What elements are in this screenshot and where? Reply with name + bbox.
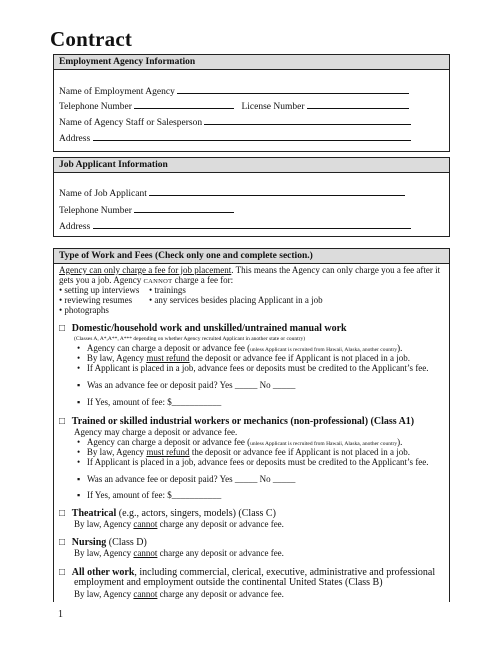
trained-sub: Agency may charge a deposit or advance fee. (74, 427, 238, 437)
work-fees-header: Type of Work and Fees (Check only one and complete section.) (54, 249, 449, 264)
trained-b2u: must refund (146, 447, 190, 457)
trained-b1b: ). (397, 437, 403, 447)
applicant-address-row (59, 220, 411, 232)
work-intro-line1 (59, 265, 440, 276)
nursing-title: Nursing (71, 537, 107, 548)
trained-checkbox[interactable]: □ (59, 416, 66, 427)
trained-row (59, 416, 414, 428)
fee-item: • trainings (149, 285, 186, 295)
fee-item: • setting up interviews (59, 285, 140, 295)
nursing-line-a: By law, Agency (74, 548, 134, 558)
nursing-checkbox[interactable]: □ (59, 537, 66, 548)
agency-license-field[interactable] (307, 100, 409, 109)
fee-item: • any services besides placing Applicant in a job (149, 295, 323, 305)
applicant-info-header: Job Applicant Information (54, 158, 449, 173)
work-intro-line2b: charge a fee for: (172, 275, 234, 285)
work-fees-section (53, 248, 450, 602)
nursing-title-rest: (Class D) (106, 537, 147, 548)
theatrical-title: Theatrical (71, 508, 117, 519)
domestic-b1b: ). (397, 343, 403, 353)
trained-title: Trained or skilled industrial workers or mechanics (non-professional) (Class A1) (71, 416, 415, 427)
trained-b2a: By law, Agency (86, 447, 147, 457)
domestic-question-1: ▪ Was an advance fee or deposit paid? Yes _____ No _____ (77, 380, 296, 390)
domestic-q2[interactable]: If Yes, amount of fee: $___________ (86, 397, 222, 407)
agency-address-row (59, 132, 411, 144)
other-checkbox[interactable]: □ (59, 567, 66, 578)
domestic-b2a: By law, Agency (86, 353, 147, 363)
agency-phone-field[interactable] (134, 100, 234, 109)
nursing-line-u: cannot (133, 548, 158, 558)
other-line-a: By law, Agency (74, 589, 134, 599)
domestic-bullet-1: • Agency can charge a deposit or advance fee (unless Applicant is recruited from Hawaii, Alaska, another country). (77, 343, 403, 353)
agency-name-row (59, 85, 409, 97)
agency-staff-field[interactable] (204, 116, 411, 125)
agency-info-section (53, 54, 450, 152)
fee-item: • reviewing resumes (59, 295, 133, 305)
domestic-b3: If Applicant is placed in a job, advance fees or deposits must be credited to the Applicant’s fee. (86, 363, 429, 373)
agency-address-field[interactable] (93, 132, 411, 141)
other-title-rest: , including commercial, clerical, executive, administrative and professional (134, 567, 436, 578)
applicant-info-section (53, 157, 450, 237)
domestic-b2u: must refund (146, 353, 190, 363)
trained-b2b: the deposit or advance fee if Applicant is not placed in a job. (189, 447, 410, 457)
page-number: 1 (58, 609, 63, 620)
trained-bullet-2: • By law, Agency must refund the deposit or advance fee if Applicant is not placed in a job. (77, 447, 410, 457)
trained-b1a: Agency can charge a deposit or advance fee ( (86, 437, 251, 447)
domestic-b1small: unless Applicant is recruited from Hawaii, Alaska, another country (250, 347, 398, 353)
theatrical-line-b: charge any deposit or advance fee. (157, 519, 284, 529)
trained-b1small: unless Applicant is recruited from Hawaii, Alaska, another country (250, 441, 398, 447)
agency-staff-row (59, 116, 411, 128)
domestic-title: Domestic/household work and unskilled/untrained manual work (71, 323, 347, 334)
other-title-line2: employment and employment outside the continental United States (Class B) (74, 577, 383, 588)
trained-b3: If Applicant is placed in a job, advance fees or deposits must be credited to the Applicant’s fee. (86, 457, 429, 467)
applicant-name-label: Name of Job Applicant (59, 189, 147, 199)
domestic-bullet-2: • By law, Agency must refund the deposit or advance fee if Applicant is not placed in a job. (77, 353, 410, 363)
applicant-phone-field[interactable] (134, 204, 234, 213)
nursing-line (74, 548, 284, 559)
trained-bullet-1: • Agency can charge a deposit or advance fee (unless Applicant is recruited from Hawaii, Alaska, another country). (77, 437, 403, 447)
domestic-q1[interactable]: Was an advance fee or deposit paid? Yes _____ No _____ (86, 380, 296, 390)
nursing-row (59, 537, 147, 549)
applicant-address-label: Address (59, 222, 91, 232)
other-line (74, 589, 284, 600)
theatrical-line (74, 519, 284, 530)
theatrical-title-rest: (e.g., actors, singers, models) (Class C) (116, 508, 276, 519)
other-title: All other work (71, 567, 135, 578)
other-line-u: cannot (133, 589, 158, 599)
applicant-phone-label: Telephone Number (59, 206, 132, 216)
work-intro-line2a: gets you a job. Agency (59, 275, 144, 285)
trained-q1[interactable]: Was an advance fee or deposit paid? Yes _____ No _____ (86, 474, 296, 484)
agency-license-label: License Number (241, 102, 305, 112)
domestic-classes-note: (Classes A, A*,A**, A*** depending on whether Agency recruited Applicant in another state or country) (74, 336, 306, 342)
theatrical-checkbox[interactable]: □ (59, 508, 66, 519)
theatrical-line-u: cannot (133, 519, 158, 529)
domestic-bullet-3: • If Applicant is placed in a job, advance fees or deposits must be credited to the Applicant’s fee. (77, 363, 429, 373)
applicant-name-row (59, 187, 405, 199)
agency-name-field[interactable] (177, 85, 409, 94)
agency-phone-row (59, 100, 409, 112)
domestic-b1a: Agency can charge a deposit or advance fee ( (86, 343, 251, 353)
applicant-name-field[interactable] (149, 187, 405, 196)
theatrical-row (59, 508, 276, 520)
theatrical-line-a: By law, Agency (74, 519, 134, 529)
work-intro-cannot: CANNOT (143, 278, 173, 285)
nursing-line-b: charge any deposit or advance fee. (157, 548, 284, 558)
domestic-checkbox[interactable]: □ (59, 323, 66, 334)
other-line-b: charge any deposit or advance fee. (157, 589, 284, 599)
applicant-address-field[interactable] (93, 220, 411, 229)
agency-info-header: Employment Agency Information (54, 55, 449, 70)
fee-item: • photographs (59, 305, 109, 315)
agency-name-label: Name of Employment Agency (59, 87, 175, 97)
domestic-b2b: the deposit or advance fee if Applicant is not placed in a job. (189, 353, 410, 363)
agency-phone-label: Telephone Number (59, 102, 132, 112)
domestic-row (59, 323, 347, 335)
agency-address-label: Address (59, 134, 91, 144)
domestic-question-2: ▪ If Yes, amount of fee: $___________ (77, 397, 222, 407)
applicant-phone-row (59, 204, 234, 216)
trained-bullet-3: • If Applicant is placed in a job, advance fees or deposits must be credited to the Applicant’s fee. (77, 457, 429, 467)
work-intro-rest: . This means the Agency can only charge you a fee after it (231, 265, 441, 275)
trained-question-1: ▪ Was an advance fee or deposit paid? Yes _____ No _____ (77, 474, 296, 484)
trained-q2[interactable]: If Yes, amount of fee: $___________ (86, 490, 222, 500)
agency-staff-label: Name of Agency Staff or Salesperson (59, 118, 203, 128)
work-intro-underlined: Agency can only charge a fee for job placement (59, 265, 232, 275)
trained-question-2: ▪ If Yes, amount of fee: $___________ (77, 490, 222, 500)
page-title: Contract (50, 27, 133, 51)
